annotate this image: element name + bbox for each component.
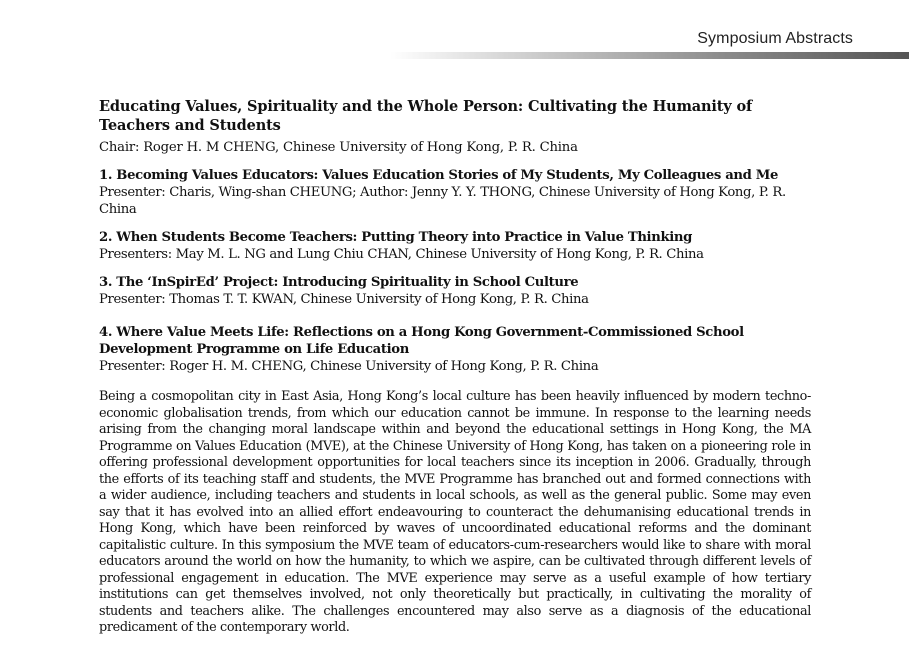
paper-presenter: Presenter: Charis, Wing-shan CHEUNG; Author: Jenny Y. Y. THONG, Chinese University of Hong Kong, P. R. China: [99, 185, 786, 217]
symposium-chair: Chair: Roger H. M CHENG, Chinese University of Hong Kong, P. R. China: [99, 140, 578, 155]
paper-title: 4. Where Value Meets Life: Reflections on a Hong Kong Government-Commissioned School Development Programme on Life Education: [99, 325, 744, 357]
paper-title: 2. When Students Become Teachers: Putting Theory into Practice in Value Thinking: [99, 230, 693, 245]
paper-presenter: Presenter: Thomas T. T. KWAN, Chinese University of Hong Kong, P. R. China: [99, 292, 589, 307]
paper-title: 1. Becoming Values Educators: Values Education Stories of My Students, My Colleagues and Me: [99, 168, 779, 183]
paper-3: [99, 274, 811, 308]
running-head: Symposium Abstracts: [697, 30, 853, 47]
abstract-paragraph: Being a cosmopolitan city in East Asia, Hong Kong’s local culture has been heavily influenced by modern techno-economic globalisation trends, from which our education cannot be immune. In response to the learning needs arising from the changing moral landscape within and beyond the educational settings in Hong Kong, the MA Programme on Values Education (MVE), at the Chinese University of Hong Kong, has taken on a pioneering role in offering professional development opportunities for local teachers since its inception in 2006. Gradually, through the efforts of its teaching staff and students, the MVE Programme has branched out and formed connections with a wider audience, including teachers and students in local schools, as well as the general public. Some may even say that it has evolved into an allied effort endeavouring to counteract the dehumanising educational trends in Hong Kong, which have been reinforced by waves of uncoordinated educational reforms and the dominant capitalistic culture. In this symposium the MVE team of educators-cum-researchers would like to share with moral educators around the world on how the humanity, to which we aspire, can be cultivated through different levels of professional engagement in education. The MVE experience may serve as a useful example of how tertiary institutions can get themselves involved, not only theoretically but practically, in cultivating the morality of students and teachers alike. The challenges encountered may also serve as a diagnosis of the educational predicament of the contemporary world.: [99, 389, 811, 635]
paper-1: [99, 167, 811, 218]
paper-title: 3. The ‘InSpirEd’ Project: Introducing Spirituality in School Culture: [99, 275, 579, 290]
paper-2: [99, 229, 811, 263]
header-gradient-rule: [390, 52, 909, 59]
paper-presenter: Presenter: Roger H. M. CHENG, Chinese University of Hong Kong, P. R. China: [99, 359, 599, 374]
symposium-title: Educating Values, Spirituality and the Whole Person: Cultivating the Humanity of Teachers and Students: [99, 98, 753, 134]
page-content: [99, 97, 811, 637]
paper-4: [99, 324, 811, 375]
paper-presenter: Presenters: May M. L. NG and Lung Chiu CHAN, Chinese University of Hong Kong, P. R. China: [99, 247, 704, 262]
